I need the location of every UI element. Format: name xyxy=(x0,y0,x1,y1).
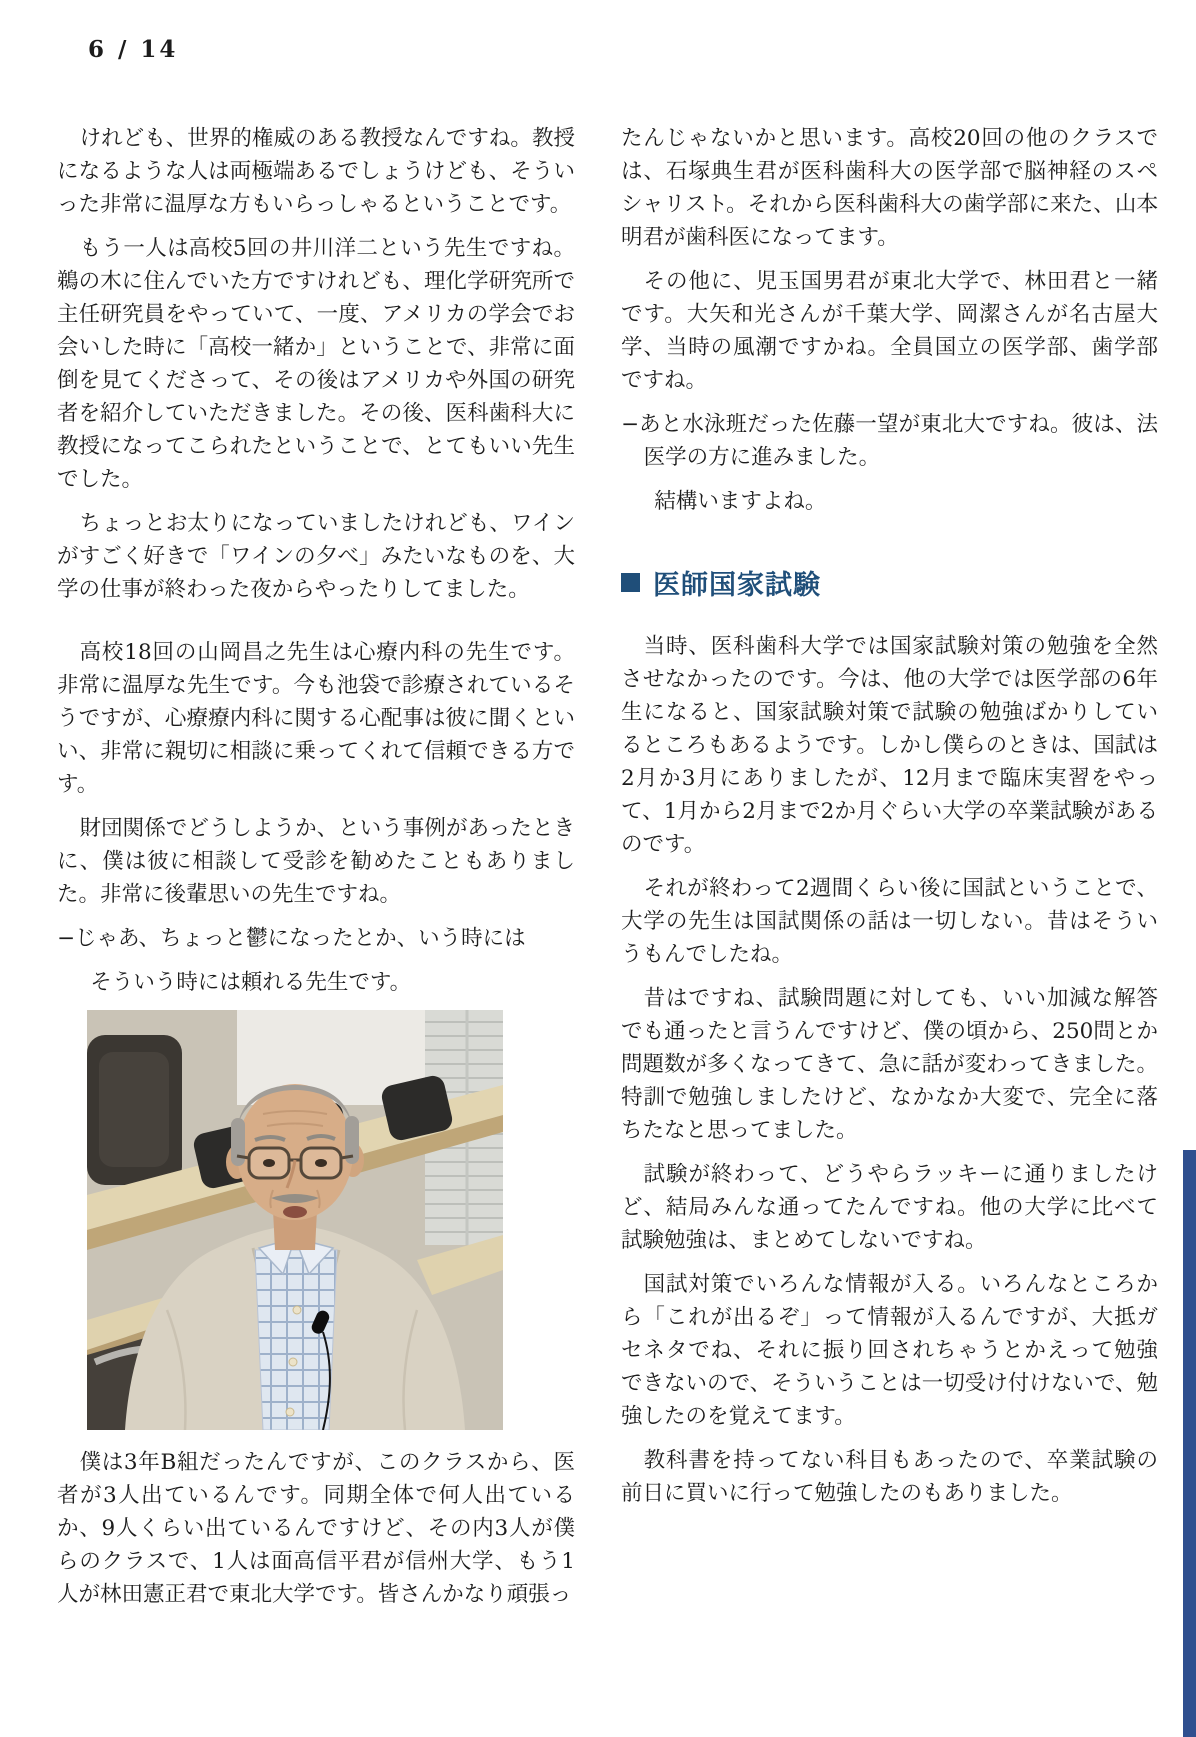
page-number: 6 / 14 xyxy=(88,36,179,63)
left-column-paragraphs-top xyxy=(57,122,575,999)
interview-photo-illustration xyxy=(87,1010,503,1430)
paragraph: 僕は3年B組だったんですが、このクラスから、医者が3人出ているんです。同期全体で何人出ているか、9人くらい出ているんですけど、その内3人が僕らのクラスで、1人は面高信平君が信州大学、もう1人が林田憲正君で東北大学です。皆さんかなり頑張っ xyxy=(57,1450,575,1607)
paragraph: それが終わって2週間くらい後に国試ということで、大学の先生は国試関係の話は一切しない。昔はそういうもんでしたね。 xyxy=(621,876,1158,967)
interviewer-question: −じゃあ、ちょっと鬱になったとか、いう時には xyxy=(57,926,526,951)
paragraph: 試験が終わって、どうやらラッキーに通りましたけど、結局みんな通ってたんですね。他の大学に比べて試験勉強は、まとめてしないですね。 xyxy=(621,1162,1158,1253)
paragraph: ちょっとお太りになっていましたけれども、ワインがすごく好きで「ワインの夕べ」みたいなものを、大学の仕事が終わった夜からやったりしてました。 xyxy=(57,511,575,602)
heading-square-marker-icon xyxy=(621,573,640,592)
paragraph: そういう時には頼れる先生です。 xyxy=(90,970,412,995)
paragraph: 教科書を持ってない科目もあったので、卒業試験の前日に買いに行って勉強したのもありました。 xyxy=(621,1448,1158,1506)
right-edge-accent-bar xyxy=(1183,1150,1196,1737)
paragraph: 昔はですね、試験問題に対しても、いい加減な解答でも通ったと言うんですけど、僕の頃から、250問とか問題数が多くなってきて、急に話が変わってきました。特訓で勉強しましたけど、なかなか大変で、完全に落ちたなと思ってました。 xyxy=(621,986,1158,1143)
right-column-paragraphs-top xyxy=(621,122,1158,518)
paragraph: 高校18回の山岡昌之先生は心療内科の先生です。非常に温厚な先生です。今も池袋で診療されているそうですが、心療療内科に関する心配事は彼に聞くといい、非常に親切に相談に乗ってくれて信頼できる方です。 xyxy=(57,640,575,797)
two-column-layout xyxy=(57,122,1158,1622)
paragraph: 財団関係でどうしようか、という事例があったときに、僕は彼に相談して受診を勧めたこともありました。非常に後輩思いの先生ですね。 xyxy=(57,816,575,907)
left-column-paragraphs-bottom xyxy=(57,1446,575,1611)
left-column xyxy=(57,122,575,1622)
interviewer-question: −あと水泳班だった佐藤一望が東北大ですね。彼は、法医学の方に進みました。 xyxy=(621,412,1158,470)
paragraph: たんじゃないかと思います。高校20回の他のクラスでは、石塚典生君が医科歯科大の医学部で脳神経のスペシャリスト。それから医科歯科大の歯学部に来た、山本明君が歯科医になってます。 xyxy=(621,126,1158,250)
interview-photo xyxy=(87,1010,503,1430)
paragraph: 国試対策でいろんな情報が入る。いろんなところから「これが出るぞ」って情報が入るんですが、大抵ガセネタでね、それに振り回されちゃうとかえって勉強できないので、そういうことは一切受け付けないで、勉強したのを覚えてます。 xyxy=(621,1272,1158,1429)
paragraph: けれども、世界的権威のある教授なんですね。教授になるような人は両極端あるでしょうけども、そういった非常に温厚な方もいらっしゃるということです。 xyxy=(57,126,575,217)
paragraph: その他に、児玉国男君が東北大学で、林田君と一緒です。大矢和光さんが千葉大学、岡潔さんが名古屋大学、当時の風潮ですかね。全員国立の医学部、歯学部ですね。 xyxy=(621,269,1158,393)
right-column-paragraphs-bottom xyxy=(621,630,1158,1510)
section-heading xyxy=(621,563,1158,602)
section-heading-label: 医師国家試験 xyxy=(653,570,821,601)
paragraph: 当時、医科歯科大学では国家試験対策の勉強を全然させなかったのです。今は、他の大学では医学部の6年生になると、国家試験対策で試験の勉強ばかりしているところもあるようです。しかし僕らのときは、国試は2月か3月にありましたが、12月まで臨床実習をやって、1月から2月まで2か月ぐらい大学の卒業試験があるのです。 xyxy=(621,634,1158,857)
paragraph: もう一人は高校5回の井川洋二という先生ですね。鵜の木に住んでいた方ですけれども、理化学研究所で主任研究員をやっていて、一度、アメリカの学会でお会いした時に「高校一緒か」ということで、非常に面倒を見てくださって、その後はアメリカや外国の研究者を紹介していただきました。その後、医科歯科大に教授になってこられたということで、とてもいい先生でした。 xyxy=(57,236,575,492)
right-column xyxy=(621,122,1158,1622)
paragraph: 結構いますよね。 xyxy=(654,489,827,514)
